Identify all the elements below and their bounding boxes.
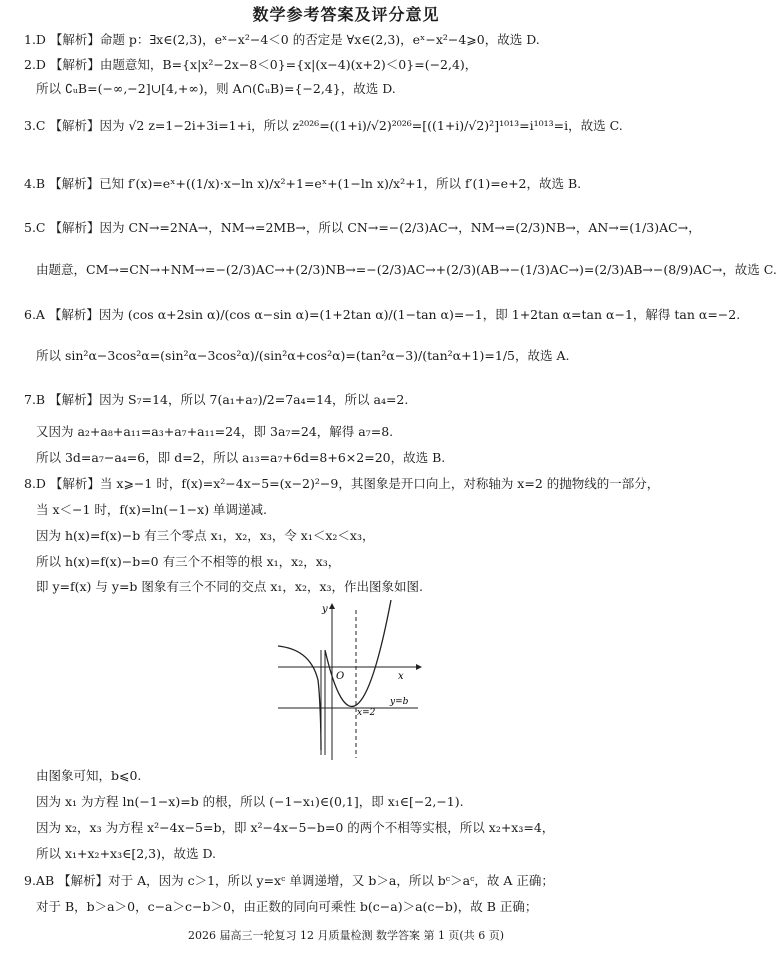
log-branch-curve — [278, 646, 321, 750]
answer-6-cont: 所以 sin²α−3cos²α=(sin²α−3cos²α)/(sin²α+cos²α)=(tan²α−3)/(tan²α+1)=1/5，故选 A. — [36, 348, 570, 363]
function-graph — [276, 600, 424, 762]
y-axis-label: y — [322, 604, 328, 615]
x-axis-label: x — [398, 671, 404, 682]
answer-8-conclusion: 由图象可知，b⩽0. — [36, 768, 142, 783]
answer-8-cont-6: 因为 x₂，x₃ 为方程 x²−4x−5=b，即 x²−4x−5−b=0 的两个不相等实根，所以 x₂+x₃=4， — [36, 820, 555, 835]
answer-8-cont-5: 因为 x₁ 为方程 ln(−1−x)=b 的根，所以 (−1−x₁)∈(0,1]，即 x₁∈[−2,−1). — [36, 794, 464, 809]
line-y-b-label: y=b — [390, 697, 409, 707]
answer-8-cont-7: 所以 x₁+x₂+x₃∈[2,3)，故选 D. — [36, 846, 217, 861]
answer-5-cont: 由题意，CM→=CN→+NM→=−(2/3)AC→+(2/3)NB→=−(2/3)AC→+(2/3)(AB→−(1/3)AC→)=(2/3)AB→−(8/9)AC→，故选 C. — [36, 262, 777, 277]
y-axis-arrow — [329, 603, 335, 609]
answer-1: 1.D 【解析】命题 p：∃x∈(2,3)，eˣ−x²−4＜0 的否定是 ∀x∈(2,3)，eˣ−x²−4⩾0，故选 D. — [24, 32, 540, 47]
answer-7-cont-1: 又因为 a₂+a₈+a₁₁=a₃+a₇+a₁₁=24，即 3a₇=24，解得 a₇=8. — [36, 424, 394, 439]
page-footer: 2026 届高三一轮复习 12 月质量检测 数学答案 第 1 页(共 6 页) — [187, 929, 505, 942]
answer-9-cont: 对于 B，b＞a＞0，c−a＞c−b＞0，由正数的同向可乘性 b(c−a)＞a(c−b)，故 B 正确； — [36, 899, 538, 914]
page-title: 数学参考答案及评分意见 — [252, 5, 440, 24]
answer-8-cont-2: 因为 h(x)=f(x)−b 有三个零点 x₁，x₂，x₃，令 x₁＜x₂＜x₃， — [36, 528, 375, 543]
origin-label: O — [336, 671, 345, 682]
answer-5: 5.C 【解析】因为 CN→=2NA→，NM→=2MB→，所以 CN→=−(2/3)AC→，NM→=(2/3)NB→，AN→=(1/3)AC→， — [24, 220, 701, 235]
answer-8-cont-3: 所以 h(x)=f(x)−b=0 有三个不相等的根 x₁，x₂，x₃， — [36, 554, 341, 569]
answer-3: 3.C 【解析】因为 √2 z=1−2i+3i=1+i，所以 z²⁰²⁶=((1+i)/√2)²⁰²⁶=[((1+i)/√2)²]¹⁰¹³=i¹⁰¹³=i，故选 C. — [24, 118, 623, 133]
symmetry-axis-label: x=2 — [357, 708, 376, 718]
x-axis-arrow — [416, 664, 422, 670]
answer-4: 4.B 【解析】已知 f′(x)=eˣ+((1/x)·x−ln x)/x²+1=eˣ+(1−ln x)/x²+1，所以 f′(1)=e+2，故选 B. — [24, 176, 582, 191]
answer-7: 7.B 【解析】因为 S₇=14，所以 7(a₁+a₇)/2=7a₄=14，所以 a₄=2. — [24, 392, 409, 407]
parabola-curve — [325, 600, 391, 706]
answer-8-cont-4: 即 y=f(x) 与 y=b 图象有三个不同的交点 x₁，x₂，x₃，作出图象如图. — [36, 579, 424, 594]
answer-7-cont-2: 所以 3d=a₇−a₄=6，即 d=2，所以 a₁₃=a₇+6d=8+6×2=20，故选 B. — [36, 450, 446, 465]
answer-2: 2.D 【解析】由题意知，B={x|x²−2x−8＜0}={x|(x−4)(x+2)＜0}=(−2,4)， — [24, 57, 478, 72]
answer-8: 8.D 【解析】当 x⩾−1 时，f(x)=x²−4x−5=(x−2)²−9，其图象是开口向上，对称轴为 x=2 的抛物线的一部分， — [24, 476, 660, 491]
answer-2-cont: 所以 ∁ᵤB=(−∞,−2]∪[4,+∞)，则 A∩(∁ᵤB)={−2,4}，故选 D. — [36, 81, 396, 96]
answer-8-cont-1: 当 x＜−1 时，f(x)=ln(−1−x) 单调递减. — [36, 502, 268, 517]
answer-6: 6.A 【解析】因为 (cos α+2sin α)/(cos α−sin α)=(1+2tan α)/(1−tan α)=−1，即 1+2tan α=tan α−1，解得 tan α=−2. — [24, 307, 741, 322]
answer-9: 9.AB 【解析】对于 A，因为 c＞1，所以 y=xᶜ 单调递增，又 b＞a，所以 bᶜ＞aᶜ，故 A 正确； — [24, 873, 554, 888]
